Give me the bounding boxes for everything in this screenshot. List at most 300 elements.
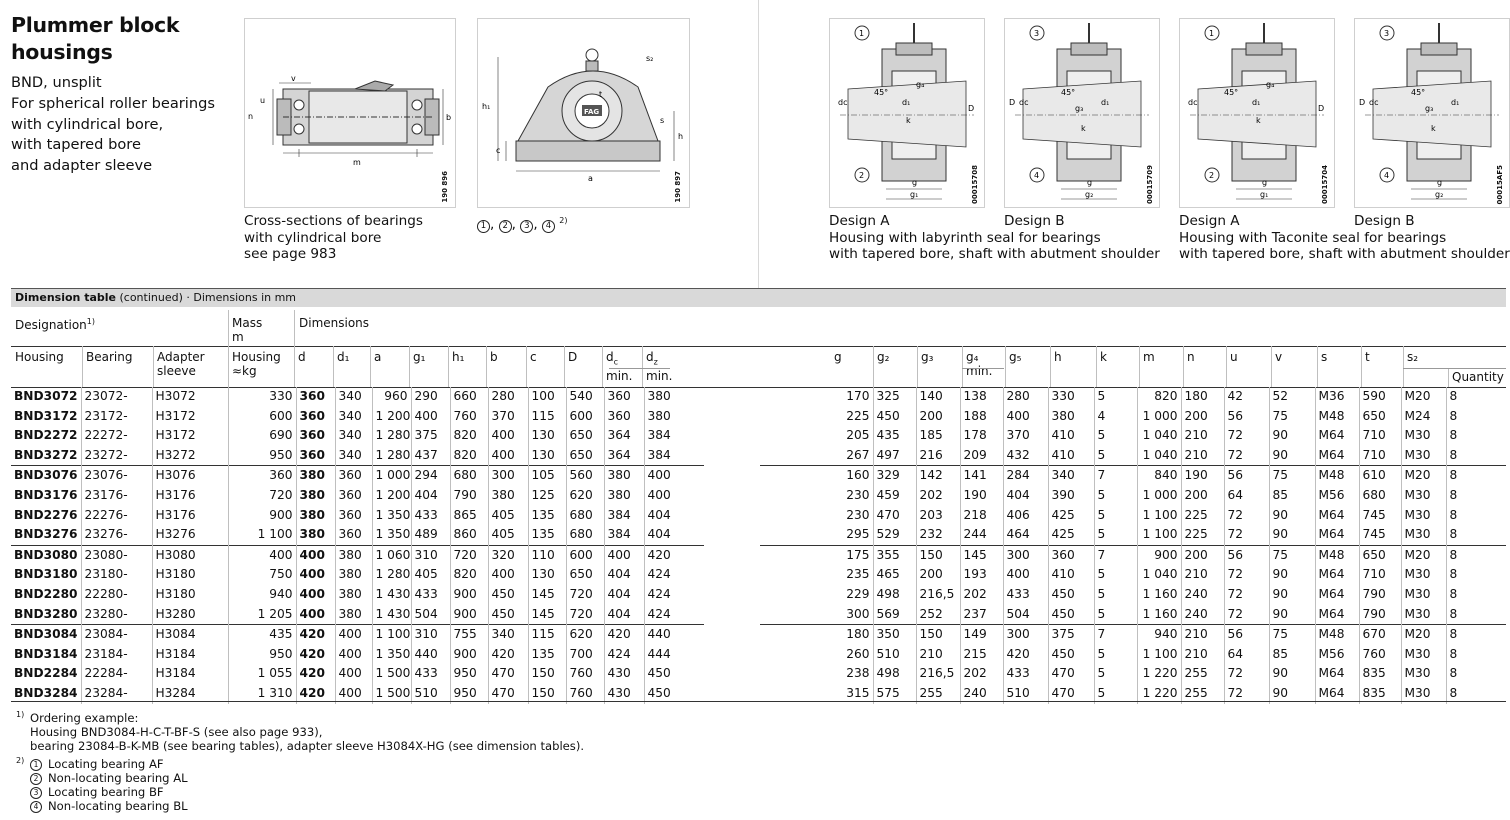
table-cell: 85 — [1269, 486, 1315, 506]
table-cell: 510 — [1003, 684, 1048, 704]
table-cell: M64 — [1315, 585, 1359, 605]
designation-cell: BND3276 — [14, 527, 78, 542]
housing-cap — [1071, 43, 1107, 55]
housing-cap — [1246, 43, 1282, 55]
design-b-label: Design B — [1004, 213, 1065, 229]
table-cell: 5 — [1094, 605, 1137, 625]
label-g: g — [1262, 178, 1268, 187]
table-cell: 720 — [228, 486, 296, 506]
table-cell: 380 — [296, 486, 335, 506]
table-cell: 720 — [450, 545, 488, 565]
table-row — [11, 585, 704, 605]
table-cell: 760 — [1359, 645, 1401, 665]
table-cell: H3180 — [152, 565, 228, 585]
table-cell: 405 — [411, 565, 450, 585]
table-row — [760, 426, 1506, 446]
table-cell: 1 430 — [372, 585, 411, 605]
table-cell: 72 — [1224, 605, 1269, 625]
table-cell: 410 — [1048, 426, 1094, 446]
table-cell: 820 — [1137, 387, 1181, 407]
table-cell: 5 — [1094, 525, 1137, 545]
table-cell: 459 — [873, 486, 916, 506]
table-cell: 72 — [1224, 525, 1269, 545]
table-cell: 360 — [296, 407, 335, 427]
table-cell: 424 — [604, 645, 644, 665]
table-cell: M30 — [1401, 506, 1446, 526]
table-cell: 110 — [528, 545, 566, 565]
table-cell: 450 — [644, 684, 704, 704]
table-cell: 400 — [644, 466, 704, 486]
table-cell: 232 — [916, 525, 960, 545]
table-cell: H3084 — [152, 625, 228, 645]
table-cell: 200 — [1181, 407, 1224, 427]
design-drawing — [1179, 18, 1335, 208]
table-cell: 950 — [228, 645, 296, 665]
table-cell: 203 — [916, 506, 960, 526]
label-g: g — [1087, 178, 1093, 187]
table-cell: 569 — [873, 605, 916, 625]
table-cell: 760 — [566, 664, 604, 684]
header-rule — [609, 368, 670, 369]
table-cell: H3172 — [152, 407, 228, 427]
table-cell: 1 280 — [372, 446, 411, 466]
table-cell: 209 — [960, 446, 1003, 466]
table-cell: 504 — [1003, 605, 1048, 625]
table-cell: 370 — [1003, 426, 1048, 446]
designation-cell: BND3080 — [11, 545, 81, 565]
table-cell: 244 — [960, 525, 1003, 545]
table-cell: 188 — [960, 407, 1003, 427]
table-cell: M20 — [1401, 466, 1446, 486]
table-cell: 1 100 — [228, 525, 296, 545]
column-rule — [448, 346, 449, 387]
table-cell: 400 — [488, 565, 528, 585]
table-cell: 380 — [604, 466, 644, 486]
table-cell: 72 — [1224, 565, 1269, 585]
table-cell: 600 — [566, 407, 604, 427]
label-angle: 45° — [1224, 88, 1239, 97]
table-cell: 202 — [960, 585, 1003, 605]
table-cell: 22280- — [81, 585, 152, 605]
table-cell: 790 — [450, 486, 488, 506]
table-cell: 5 — [1094, 684, 1137, 704]
table-cell: 1 040 — [1137, 426, 1181, 446]
table-cell: 670 — [1359, 625, 1401, 645]
table-cell: 400 — [488, 426, 528, 446]
table-bottom-rule — [11, 701, 1506, 702]
table-cell: 180 — [1181, 387, 1224, 407]
table-cell: 160 — [760, 466, 873, 486]
table-cell: 23076- — [81, 466, 152, 486]
table-cell: 860 — [450, 525, 488, 545]
dimension-col-header: g₄ min. — [966, 350, 993, 378]
table-cell: 72 — [1224, 684, 1269, 704]
table-cell: 940 — [228, 585, 296, 605]
table-cell: 360 — [604, 407, 644, 427]
table-cell: 450 — [873, 407, 916, 427]
table-cell: 400 — [228, 545, 296, 565]
header-rule — [11, 346, 1506, 347]
table-cell: 410 — [1048, 446, 1094, 466]
table-cell: 23172- — [81, 407, 152, 427]
table-cell: 145 — [528, 585, 566, 605]
circled-number: 3 — [1034, 29, 1040, 38]
table-cell: 90 — [1269, 585, 1315, 605]
table-row — [760, 407, 1506, 427]
designation-cell: BND2280 — [14, 586, 78, 601]
caption-cylindrical — [244, 213, 423, 263]
table-cell: 5 — [1094, 565, 1137, 585]
table-row — [11, 664, 704, 684]
column-rule — [917, 346, 918, 387]
table-cell: 202 — [916, 486, 960, 506]
shaft — [848, 81, 966, 147]
circled-number: 4 — [1034, 171, 1040, 180]
footnote-1 — [16, 711, 584, 753]
table-cell: 329 — [873, 466, 916, 486]
table-cell: 72 — [1224, 585, 1269, 605]
label-g1: g₁ — [910, 190, 919, 199]
table-cell: M30 — [1401, 605, 1446, 625]
table-row — [760, 605, 1506, 625]
header-rule — [962, 368, 1004, 369]
table-cell: 72 — [1224, 506, 1269, 526]
table-cell: 560 — [566, 466, 604, 486]
column-divider — [758, 0, 759, 288]
table-cell: 90 — [1269, 605, 1315, 625]
fig2-label-s2: s₂ — [646, 54, 654, 63]
designation-cell: BND3180 — [14, 567, 78, 582]
table-cell: 406 — [1003, 506, 1048, 526]
table-cell: 23084- — [81, 625, 152, 645]
table-cell: M48 — [1315, 407, 1359, 427]
column-rule — [82, 346, 83, 387]
table-cell: 260 — [846, 646, 870, 661]
table-cell: 267 — [846, 447, 870, 462]
table-row — [760, 525, 1506, 545]
table-cell: 610 — [1359, 466, 1401, 486]
table-cell: 100 — [528, 387, 566, 407]
table-cell: 720 — [566, 605, 604, 625]
table-cell: 8 — [1446, 625, 1506, 645]
table-cell: 75 — [1269, 625, 1315, 645]
table-cell: 225 — [846, 408, 870, 423]
table-cell: 72 — [1224, 426, 1269, 446]
dimension-col-header: v — [1275, 350, 1283, 364]
table-cell: 380 — [1048, 407, 1094, 427]
table-cell: 370 — [488, 407, 528, 427]
table-cell: 497 — [873, 446, 916, 466]
table-cell: 364 — [604, 426, 644, 446]
table-cell: 22276- — [81, 506, 152, 526]
designation-cell: BND3280 — [14, 606, 78, 621]
table-cell: 435 — [873, 426, 916, 446]
table-cell: 290 — [411, 387, 450, 407]
table-cell: 142 — [916, 466, 960, 486]
dimension-col-header: k — [1100, 350, 1107, 364]
table-cell: 200 — [916, 565, 960, 585]
dimension-col-header: d — [298, 350, 306, 364]
table-cell: 375 — [411, 426, 450, 446]
table-cell: 255 — [1181, 664, 1224, 684]
table-cell: 90 — [1269, 684, 1315, 704]
table-cell: 650 — [1359, 545, 1401, 565]
figure-number: 190 896 — [441, 171, 449, 203]
table-cell: 300 — [846, 606, 870, 621]
table-cell: 150 — [528, 664, 566, 684]
table-cell: 430 — [604, 684, 644, 704]
dimension-col-header: d₁ — [337, 350, 350, 364]
table-cell: M64 — [1315, 525, 1359, 545]
table-cell: M64 — [1315, 684, 1359, 704]
column-rule — [962, 346, 963, 387]
table-cell: M30 — [1401, 684, 1446, 704]
table-cell: 218 — [960, 506, 1003, 526]
table-cell: 1 500 — [372, 684, 411, 704]
table-cell: 200 — [916, 407, 960, 427]
table-cell: 280 — [1003, 387, 1048, 407]
table-cell: 5 — [1094, 446, 1137, 466]
table-cell: 405 — [488, 525, 528, 545]
table-cell: 350 — [873, 625, 916, 645]
table-cell: 950 — [228, 446, 296, 466]
table-cell: 8 — [1446, 545, 1506, 565]
table-cell: 510 — [873, 645, 916, 665]
table-cell: 1 000 — [1137, 407, 1181, 427]
table-cell: 384 — [604, 506, 644, 526]
table-cell: 433 — [1003, 585, 1048, 605]
title-line-2: housings — [11, 40, 113, 64]
footnote-mark: 2) — [16, 756, 25, 765]
adapter-col-header: Adapter sleeve — [157, 350, 205, 378]
table-cell: 900 — [228, 506, 296, 526]
designation-cell: BND3184 — [14, 646, 78, 661]
table-cell: 130 — [528, 565, 566, 585]
designation-cell: BND2284 — [14, 666, 78, 681]
table-cell: 1 220 — [1137, 664, 1181, 684]
table-cell: 760 — [450, 407, 488, 427]
table-cell: 8 — [1446, 446, 1506, 466]
housing-col-header: Housing — [15, 350, 64, 364]
table-cell: 710 — [1359, 565, 1401, 585]
table-cell: 229 — [846, 586, 870, 601]
dimension-col-header: u — [1230, 350, 1238, 364]
table-cell: 900 — [450, 645, 488, 665]
table-cell: 380 — [644, 407, 704, 427]
caption-line: Housing with Taconite seal for bearings — [1179, 229, 1447, 246]
label-g3: g₃ — [1075, 104, 1084, 113]
table-cell: 5 — [1094, 486, 1137, 506]
column-rule — [526, 346, 527, 387]
caption-line: see page 983 — [244, 246, 337, 262]
table-cell: 178 — [960, 426, 1003, 446]
figure-number: 190 897 — [674, 171, 682, 203]
circled-number: 4 — [542, 220, 555, 233]
table-cell: 489 — [411, 525, 450, 545]
table-cell: 238 — [846, 666, 870, 681]
table-cell: 750 — [228, 565, 296, 585]
table-cell: 1 160 — [1137, 605, 1181, 625]
table-cell: 400 — [296, 585, 335, 605]
table-cell: 450 — [1048, 585, 1094, 605]
table-cell: 190 — [960, 486, 1003, 506]
table-cell: 310 — [411, 545, 450, 565]
table-cell: 185 — [916, 426, 960, 446]
table-cell: M20 — [1401, 387, 1446, 407]
column-rule — [1183, 346, 1184, 387]
design-drawing — [1354, 18, 1510, 208]
table-cell: 315 — [846, 685, 870, 700]
column-rule — [409, 346, 410, 387]
table-cell: 400 — [335, 625, 372, 645]
table-cell: 23272- — [81, 446, 152, 466]
table-cell: H3276 — [152, 525, 228, 545]
table-cell: 400 — [411, 407, 450, 427]
table-cell: 22272- — [81, 426, 152, 446]
table-cell: 437 — [411, 446, 450, 466]
table-cell: 400 — [488, 446, 528, 466]
mass-header: Mass m — [232, 316, 263, 344]
table-cell: 464 — [1003, 525, 1048, 545]
table-cell: 360 — [1048, 545, 1094, 565]
table-cell: 400 — [296, 565, 335, 585]
table-cell: 300 — [488, 466, 528, 486]
table-cell: 380 — [296, 466, 335, 486]
caption-taconite — [1179, 213, 1510, 263]
table-cell: 465 — [873, 565, 916, 585]
table-cell: 404 — [1003, 486, 1048, 506]
table-cell: 5 — [1094, 426, 1137, 446]
header-rule — [1403, 368, 1506, 369]
table-cell: 90 — [1269, 426, 1315, 446]
table-row — [760, 585, 1506, 605]
table-cell: 1 220 — [1137, 684, 1181, 704]
table-cell: 380 — [335, 565, 372, 585]
table-cell: 1 430 — [372, 605, 411, 625]
table-cell: 75 — [1269, 545, 1315, 565]
table-cell: H3272 — [152, 446, 228, 466]
fig2-label-h: h — [678, 132, 684, 141]
table-cell: H3076 — [152, 466, 228, 486]
footnote-line: Non-locating bearing AL — [48, 771, 188, 785]
table-cell: 4 — [1094, 407, 1137, 427]
circled-number: 3 — [520, 220, 533, 233]
table-cell: 216 — [916, 446, 960, 466]
subtitle-line: with tapered bore — [11, 136, 141, 154]
table-cell: 404 — [604, 585, 644, 605]
column-rule — [1050, 346, 1051, 387]
label-g2: g₂ — [1435, 190, 1444, 199]
table-cell: 600 — [228, 407, 296, 427]
table-cell: 210 — [1181, 446, 1224, 466]
table-cell: 790 — [1359, 605, 1401, 625]
table-cell: 404 — [644, 525, 704, 545]
label-d1: d₁ — [1252, 98, 1261, 107]
footnote-line: Non-locating bearing BL — [48, 799, 188, 813]
label-D: D — [968, 104, 975, 113]
top-view-drawing — [244, 18, 456, 208]
table-cell: 450 — [488, 585, 528, 605]
table-cell: 205 — [846, 428, 870, 443]
table-cell: 115 — [528, 407, 566, 427]
table-title: Dimension table — [15, 291, 116, 304]
table-cell: M64 — [1315, 446, 1359, 466]
table-cell: 404 — [644, 506, 704, 526]
table-row — [11, 446, 704, 466]
table-row — [760, 486, 1506, 506]
table-cell: 690 — [228, 426, 296, 446]
dimension-col-header: g₂ — [877, 350, 890, 364]
housing-cap — [896, 43, 932, 55]
table-cell: 1 060 — [372, 545, 411, 565]
circled-number: 1 — [477, 220, 490, 233]
table-cell: 255 — [916, 684, 960, 704]
subtitle-line: with cylindrical bore, — [11, 115, 164, 133]
table-cell: 340 — [335, 407, 372, 427]
label-g3: g₃ — [1425, 104, 1434, 113]
table-cell: 660 — [450, 387, 488, 407]
table-cell: 300 — [1003, 625, 1048, 645]
table-cell: 375 — [1048, 625, 1094, 645]
table-cell: 1 100 — [372, 625, 411, 645]
subtitle-line: For spherical roller bearings — [11, 94, 215, 112]
fig2-label-t: t — [599, 90, 603, 99]
designation-cell: BND3172 — [14, 408, 78, 423]
dimension-col-header: t — [1365, 350, 1370, 364]
table-cell: 225 — [1181, 506, 1224, 526]
table-cell: M48 — [1315, 466, 1359, 486]
dimension-col-header: g₅ — [1009, 350, 1022, 364]
table-cell: 390 — [1048, 486, 1094, 506]
table-cell: 433 — [1003, 664, 1048, 684]
column-rule — [1096, 346, 1097, 387]
table-cell: 380 — [644, 387, 704, 407]
table-cell: 75 — [1269, 407, 1315, 427]
label-D: D — [1318, 104, 1325, 113]
table-cell: 340 — [1048, 466, 1094, 486]
table-cell: 200 — [1181, 545, 1224, 565]
table-cell: 235 — [846, 567, 870, 582]
circled-number: 4 — [1384, 171, 1390, 180]
label-k: k — [906, 116, 911, 125]
table-cell: 1 200 — [372, 486, 411, 506]
column-rule — [1226, 346, 1227, 387]
table-cell: 1 350 — [372, 525, 411, 545]
table-cell: 960 — [372, 387, 411, 407]
table-cell: 360 — [228, 466, 296, 486]
label-k: k — [1256, 116, 1261, 125]
table-cell: 680 — [450, 466, 488, 486]
bearing-col-header: Bearing — [86, 350, 133, 364]
label-g: g — [1437, 178, 1443, 187]
table-cell: M30 — [1401, 426, 1446, 446]
table-row — [760, 645, 1506, 665]
table-cell: 8 — [1446, 426, 1506, 446]
table-cell: 433 — [411, 585, 450, 605]
table-cell: 380 — [335, 545, 372, 565]
table-cell: 650 — [566, 565, 604, 585]
table-cell: 230 — [846, 507, 870, 522]
table-cell: 42 — [1224, 387, 1269, 407]
subtitle-line: BND, unsplit — [11, 74, 102, 91]
circled-number: 2 — [499, 220, 512, 233]
table-cell: 8 — [1446, 605, 1506, 625]
designation-cell: BND3076 — [11, 466, 81, 486]
table-cell: 590 — [1359, 387, 1401, 407]
table-cell: 75 — [1269, 466, 1315, 486]
table-cell: 125 — [528, 486, 566, 506]
table-cell: 5 — [1094, 645, 1137, 665]
